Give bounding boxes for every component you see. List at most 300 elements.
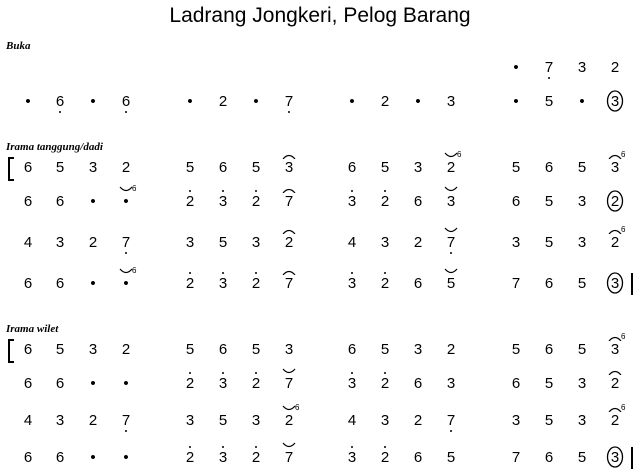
note-digit: 2 xyxy=(610,375,620,392)
note xyxy=(571,412,593,430)
note xyxy=(245,275,267,293)
note xyxy=(115,93,137,111)
note-digit: 3 xyxy=(55,234,65,251)
superscript-mark: 6 xyxy=(621,225,626,234)
note xyxy=(341,412,363,430)
note xyxy=(571,159,593,177)
note xyxy=(212,275,234,293)
note xyxy=(17,93,39,111)
note xyxy=(245,341,267,359)
note-digit: 7 xyxy=(511,275,521,292)
note-digit: 6 xyxy=(511,375,521,392)
note-digit: 2 xyxy=(251,375,261,392)
note xyxy=(440,449,462,467)
note xyxy=(82,159,104,177)
note-digit: 3 xyxy=(511,412,521,429)
note xyxy=(571,193,593,211)
note-digit: 7 xyxy=(284,275,294,292)
note-digit: 6 xyxy=(413,275,423,292)
note xyxy=(17,449,39,467)
note-digit: 2 xyxy=(380,449,390,466)
note xyxy=(505,275,527,293)
note xyxy=(212,449,234,467)
note-digit: 7 xyxy=(284,193,294,210)
note xyxy=(374,412,396,430)
kempul-arc-mark xyxy=(444,268,458,275)
note xyxy=(82,341,104,359)
note xyxy=(374,93,396,111)
note xyxy=(115,266,137,293)
note xyxy=(278,275,300,293)
note xyxy=(571,93,593,111)
note xyxy=(179,412,201,430)
note-digit: 4 xyxy=(23,412,33,429)
repeat-close-bar xyxy=(631,273,633,295)
note xyxy=(49,449,71,467)
note-digit: 5 xyxy=(544,375,554,392)
note xyxy=(604,449,626,467)
kempul-arc-mark xyxy=(444,152,458,159)
repeat-close-bar xyxy=(631,447,633,469)
note-digit: 3 xyxy=(610,159,620,176)
note-digit: 3 xyxy=(511,234,521,251)
kempul-arc-mark xyxy=(282,442,296,449)
note xyxy=(49,93,71,111)
note xyxy=(212,412,234,430)
note xyxy=(278,449,300,467)
note xyxy=(505,449,527,467)
note-digit: • xyxy=(513,93,519,110)
note-digit: • xyxy=(123,275,129,292)
page-title: Ladrang Jongkeri, Pelog Barang xyxy=(169,4,471,27)
note xyxy=(278,375,300,393)
note xyxy=(179,93,201,111)
note-digit: 7 xyxy=(544,59,554,76)
note xyxy=(538,341,560,359)
note-digit: 2 xyxy=(380,193,390,210)
note-digit: • xyxy=(90,193,96,210)
note xyxy=(374,234,396,252)
note xyxy=(440,234,462,252)
note-digit: 3 xyxy=(347,449,357,466)
note xyxy=(604,375,626,393)
note-digit: 6 xyxy=(23,159,33,176)
note-digit: 6 xyxy=(55,275,65,292)
note-digit: • xyxy=(349,93,355,110)
note xyxy=(505,159,527,177)
note xyxy=(505,93,527,111)
note-digit: 6 xyxy=(55,375,65,392)
note-digit: 3 xyxy=(251,234,261,251)
note-digit: 2 xyxy=(413,412,423,429)
note xyxy=(17,412,39,430)
note-digit: 7 xyxy=(446,234,456,251)
note xyxy=(17,159,39,177)
note xyxy=(538,412,560,430)
note-digit: • xyxy=(513,59,519,76)
kempul-arc-mark xyxy=(119,268,133,275)
note-digit: • xyxy=(90,93,96,110)
note xyxy=(49,375,71,393)
note xyxy=(278,234,300,252)
note-digit: 5 xyxy=(218,412,228,429)
note-digit: • xyxy=(90,275,96,292)
note-digit: 4 xyxy=(347,412,357,429)
note-digit: 2 xyxy=(284,412,294,429)
note-digit: 2 xyxy=(218,93,228,110)
note-digit: 7 xyxy=(446,412,456,429)
note xyxy=(440,275,462,293)
note xyxy=(245,159,267,177)
note-digit: 6 xyxy=(544,275,554,292)
note-digit: 3 xyxy=(380,234,390,251)
note xyxy=(82,412,104,430)
note-digit: 3 xyxy=(413,159,423,176)
note-digit: 6 xyxy=(23,375,33,392)
note-digit: 3 xyxy=(251,412,261,429)
note xyxy=(115,159,137,177)
note xyxy=(17,341,39,359)
section-label: Irama tanggung/dadi xyxy=(6,141,103,153)
note xyxy=(278,93,300,111)
note xyxy=(179,449,201,467)
note-digit: 6 xyxy=(413,193,423,210)
note xyxy=(179,193,201,211)
note xyxy=(407,412,429,430)
note xyxy=(82,93,104,111)
note-digit: 6 xyxy=(413,375,423,392)
note-digit: 2 xyxy=(185,275,195,292)
note xyxy=(49,412,71,430)
note xyxy=(604,225,626,252)
note xyxy=(571,375,593,393)
note-digit: 6 xyxy=(55,93,65,110)
note-digit: 6 xyxy=(55,449,65,466)
note xyxy=(82,375,104,393)
section-label: Irama wilet xyxy=(6,323,59,335)
note-digit: 2 xyxy=(610,193,620,210)
note xyxy=(374,193,396,211)
note-digit: 2 xyxy=(380,275,390,292)
note-digit: 3 xyxy=(446,193,456,210)
note-digit: 4 xyxy=(347,234,357,251)
note-digit: 3 xyxy=(577,412,587,429)
note-digit: 3 xyxy=(577,59,587,76)
note xyxy=(212,341,234,359)
note-digit: 2 xyxy=(413,234,423,251)
note-digit: 3 xyxy=(218,375,228,392)
note xyxy=(604,275,626,293)
superscript-mark: 6 xyxy=(621,403,626,412)
note xyxy=(245,93,267,111)
note-digit: 6 xyxy=(218,159,228,176)
note xyxy=(341,341,363,359)
note xyxy=(179,341,201,359)
note xyxy=(49,275,71,293)
note-digit: 2 xyxy=(284,234,294,251)
note xyxy=(407,159,429,177)
note-digit: 3 xyxy=(413,341,423,358)
note-digit: 5 xyxy=(251,341,261,358)
note-digit: 2 xyxy=(380,375,390,392)
note-digit: 2 xyxy=(251,193,261,210)
note xyxy=(82,193,104,211)
note-digit: 2 xyxy=(380,93,390,110)
note xyxy=(115,234,137,252)
note xyxy=(571,275,593,293)
note xyxy=(440,93,462,111)
note-digit: 5 xyxy=(185,159,195,176)
note xyxy=(440,193,462,211)
note-digit: 5 xyxy=(511,159,521,176)
note-digit: 5 xyxy=(544,93,554,110)
note-digit: 2 xyxy=(251,449,261,466)
note-digit: 3 xyxy=(347,275,357,292)
note-digit: 5 xyxy=(446,275,456,292)
note-digit: 2 xyxy=(251,275,261,292)
note xyxy=(538,93,560,111)
note-digit: 2 xyxy=(185,449,195,466)
note-digit: 5 xyxy=(544,193,554,210)
note xyxy=(278,159,300,177)
note-digit: 5 xyxy=(577,341,587,358)
note xyxy=(179,159,201,177)
note xyxy=(571,449,593,467)
note-digit: 7 xyxy=(284,449,294,466)
note xyxy=(440,341,462,359)
note-digit: • xyxy=(90,449,96,466)
note-digit: 5 xyxy=(577,275,587,292)
note xyxy=(212,193,234,211)
note xyxy=(82,449,104,467)
note xyxy=(505,193,527,211)
note xyxy=(374,275,396,293)
superscript-mark: 6 xyxy=(132,266,137,275)
note xyxy=(212,234,234,252)
note-digit: 3 xyxy=(347,375,357,392)
note-digit: 5 xyxy=(55,159,65,176)
note-digit: 6 xyxy=(23,193,33,210)
note xyxy=(341,449,363,467)
note-digit: 6 xyxy=(55,193,65,210)
note-digit: 6 xyxy=(511,193,521,210)
note-digit: 3 xyxy=(88,159,98,176)
note xyxy=(538,193,560,211)
note xyxy=(407,449,429,467)
note-digit: 6 xyxy=(413,449,423,466)
note xyxy=(505,59,527,77)
note-digit: • xyxy=(415,93,421,110)
note-digit: • xyxy=(123,375,129,392)
note xyxy=(374,341,396,359)
note xyxy=(374,375,396,393)
note xyxy=(505,375,527,393)
note-digit: 3 xyxy=(446,375,456,392)
note xyxy=(245,234,267,252)
note xyxy=(82,234,104,252)
note-digit: • xyxy=(187,93,193,110)
note-digit: • xyxy=(253,93,259,110)
note-digit: 3 xyxy=(610,449,620,466)
note-digit: 3 xyxy=(185,234,195,251)
note-digit: 6 xyxy=(347,159,357,176)
note-digit: 6 xyxy=(23,341,33,358)
note xyxy=(604,193,626,211)
note-digit: • xyxy=(579,93,585,110)
note xyxy=(82,275,104,293)
note xyxy=(440,150,462,177)
note-digit: 5 xyxy=(544,234,554,251)
note-digit: 5 xyxy=(218,234,228,251)
note xyxy=(341,159,363,177)
note-digit: • xyxy=(90,375,96,392)
note xyxy=(341,93,363,111)
note-digit: 3 xyxy=(380,412,390,429)
note-digit: 5 xyxy=(251,159,261,176)
note xyxy=(604,403,626,430)
superscript-mark: 6 xyxy=(295,403,300,412)
note xyxy=(17,275,39,293)
note xyxy=(49,159,71,177)
note-digit: 6 xyxy=(544,341,554,358)
note xyxy=(407,234,429,252)
note xyxy=(115,341,137,359)
note-digit: 3 xyxy=(218,275,228,292)
note-digit: 3 xyxy=(88,341,98,358)
note-digit: 3 xyxy=(284,341,294,358)
note xyxy=(505,234,527,252)
note xyxy=(245,449,267,467)
note-digit: 7 xyxy=(511,449,521,466)
note-digit: • xyxy=(123,193,129,210)
note-digit: 5 xyxy=(380,341,390,358)
section-label: Buka xyxy=(6,40,31,52)
note-digit: 2 xyxy=(88,412,98,429)
note-digit: 2 xyxy=(185,193,195,210)
kempul-arc-mark xyxy=(282,368,296,375)
note-digit: 6 xyxy=(347,341,357,358)
note-digit: 3 xyxy=(347,193,357,210)
note-digit: 6 xyxy=(218,341,228,358)
note-digit: 2 xyxy=(88,234,98,251)
note xyxy=(407,341,429,359)
note-digit: 2 xyxy=(610,234,620,251)
note-digit: 3 xyxy=(284,159,294,176)
note xyxy=(571,341,593,359)
note-digit: • xyxy=(25,93,31,110)
note-digit: 4 xyxy=(23,234,33,251)
note xyxy=(212,159,234,177)
note-digit: 6 xyxy=(23,449,33,466)
note xyxy=(440,375,462,393)
note xyxy=(245,412,267,430)
note xyxy=(538,159,560,177)
note-digit: 7 xyxy=(121,412,131,429)
note-digit: 2 xyxy=(446,159,456,176)
note xyxy=(341,375,363,393)
note xyxy=(49,341,71,359)
note xyxy=(17,375,39,393)
note xyxy=(407,375,429,393)
note xyxy=(17,193,39,211)
note xyxy=(505,341,527,359)
note xyxy=(341,275,363,293)
repeat-open-bracket xyxy=(8,157,14,181)
note xyxy=(49,193,71,211)
note-digit: 3 xyxy=(577,375,587,392)
note xyxy=(49,234,71,252)
kempul-arc-mark xyxy=(282,405,296,412)
note-digit: 2 xyxy=(610,59,620,76)
note xyxy=(538,449,560,467)
note-digit: 3 xyxy=(577,234,587,251)
note-digit: 6 xyxy=(544,159,554,176)
note xyxy=(407,193,429,211)
note-digit: 5 xyxy=(577,449,587,466)
note xyxy=(212,375,234,393)
note xyxy=(341,234,363,252)
note-digit: 6 xyxy=(23,275,33,292)
note xyxy=(212,93,234,111)
note-digit: 3 xyxy=(577,193,587,210)
note-digit: 6 xyxy=(121,93,131,110)
repeat-open-bracket xyxy=(8,339,14,363)
note-digit: 2 xyxy=(121,341,131,358)
note-digit: 7 xyxy=(284,375,294,392)
note xyxy=(538,234,560,252)
note-digit: 7 xyxy=(121,234,131,251)
note-digit: 3 xyxy=(610,93,620,110)
note-digit: 6 xyxy=(544,449,554,466)
note xyxy=(278,341,300,359)
note-digit: 5 xyxy=(185,341,195,358)
superscript-mark: 6 xyxy=(457,150,462,159)
note-digit: 3 xyxy=(610,341,620,358)
superscript-mark: 6 xyxy=(132,184,137,193)
note xyxy=(604,93,626,111)
note xyxy=(571,59,593,77)
note xyxy=(278,403,300,430)
note xyxy=(604,332,626,359)
note xyxy=(17,234,39,252)
note xyxy=(538,275,560,293)
note xyxy=(440,412,462,430)
note xyxy=(179,234,201,252)
note xyxy=(115,184,137,211)
note-digit: 5 xyxy=(446,449,456,466)
superscript-mark: 6 xyxy=(621,332,626,341)
note xyxy=(374,449,396,467)
note xyxy=(407,93,429,111)
note-digit: 5 xyxy=(55,341,65,358)
note-digit: 2 xyxy=(185,375,195,392)
note xyxy=(538,59,560,77)
note xyxy=(115,412,137,430)
note-digit: 3 xyxy=(446,93,456,110)
kempul-arc-mark xyxy=(444,227,458,234)
note xyxy=(115,449,137,467)
note-digit: 3 xyxy=(185,412,195,429)
kempul-arc-mark xyxy=(444,186,458,193)
note-digit: 2 xyxy=(446,341,456,358)
note-digit: 5 xyxy=(544,412,554,429)
note-digit: 2 xyxy=(610,412,620,429)
note-digit: 3 xyxy=(218,449,228,466)
kempul-arc-mark xyxy=(119,186,133,193)
note-digit: 7 xyxy=(284,93,294,110)
note-digit: 3 xyxy=(610,275,620,292)
note xyxy=(179,275,201,293)
